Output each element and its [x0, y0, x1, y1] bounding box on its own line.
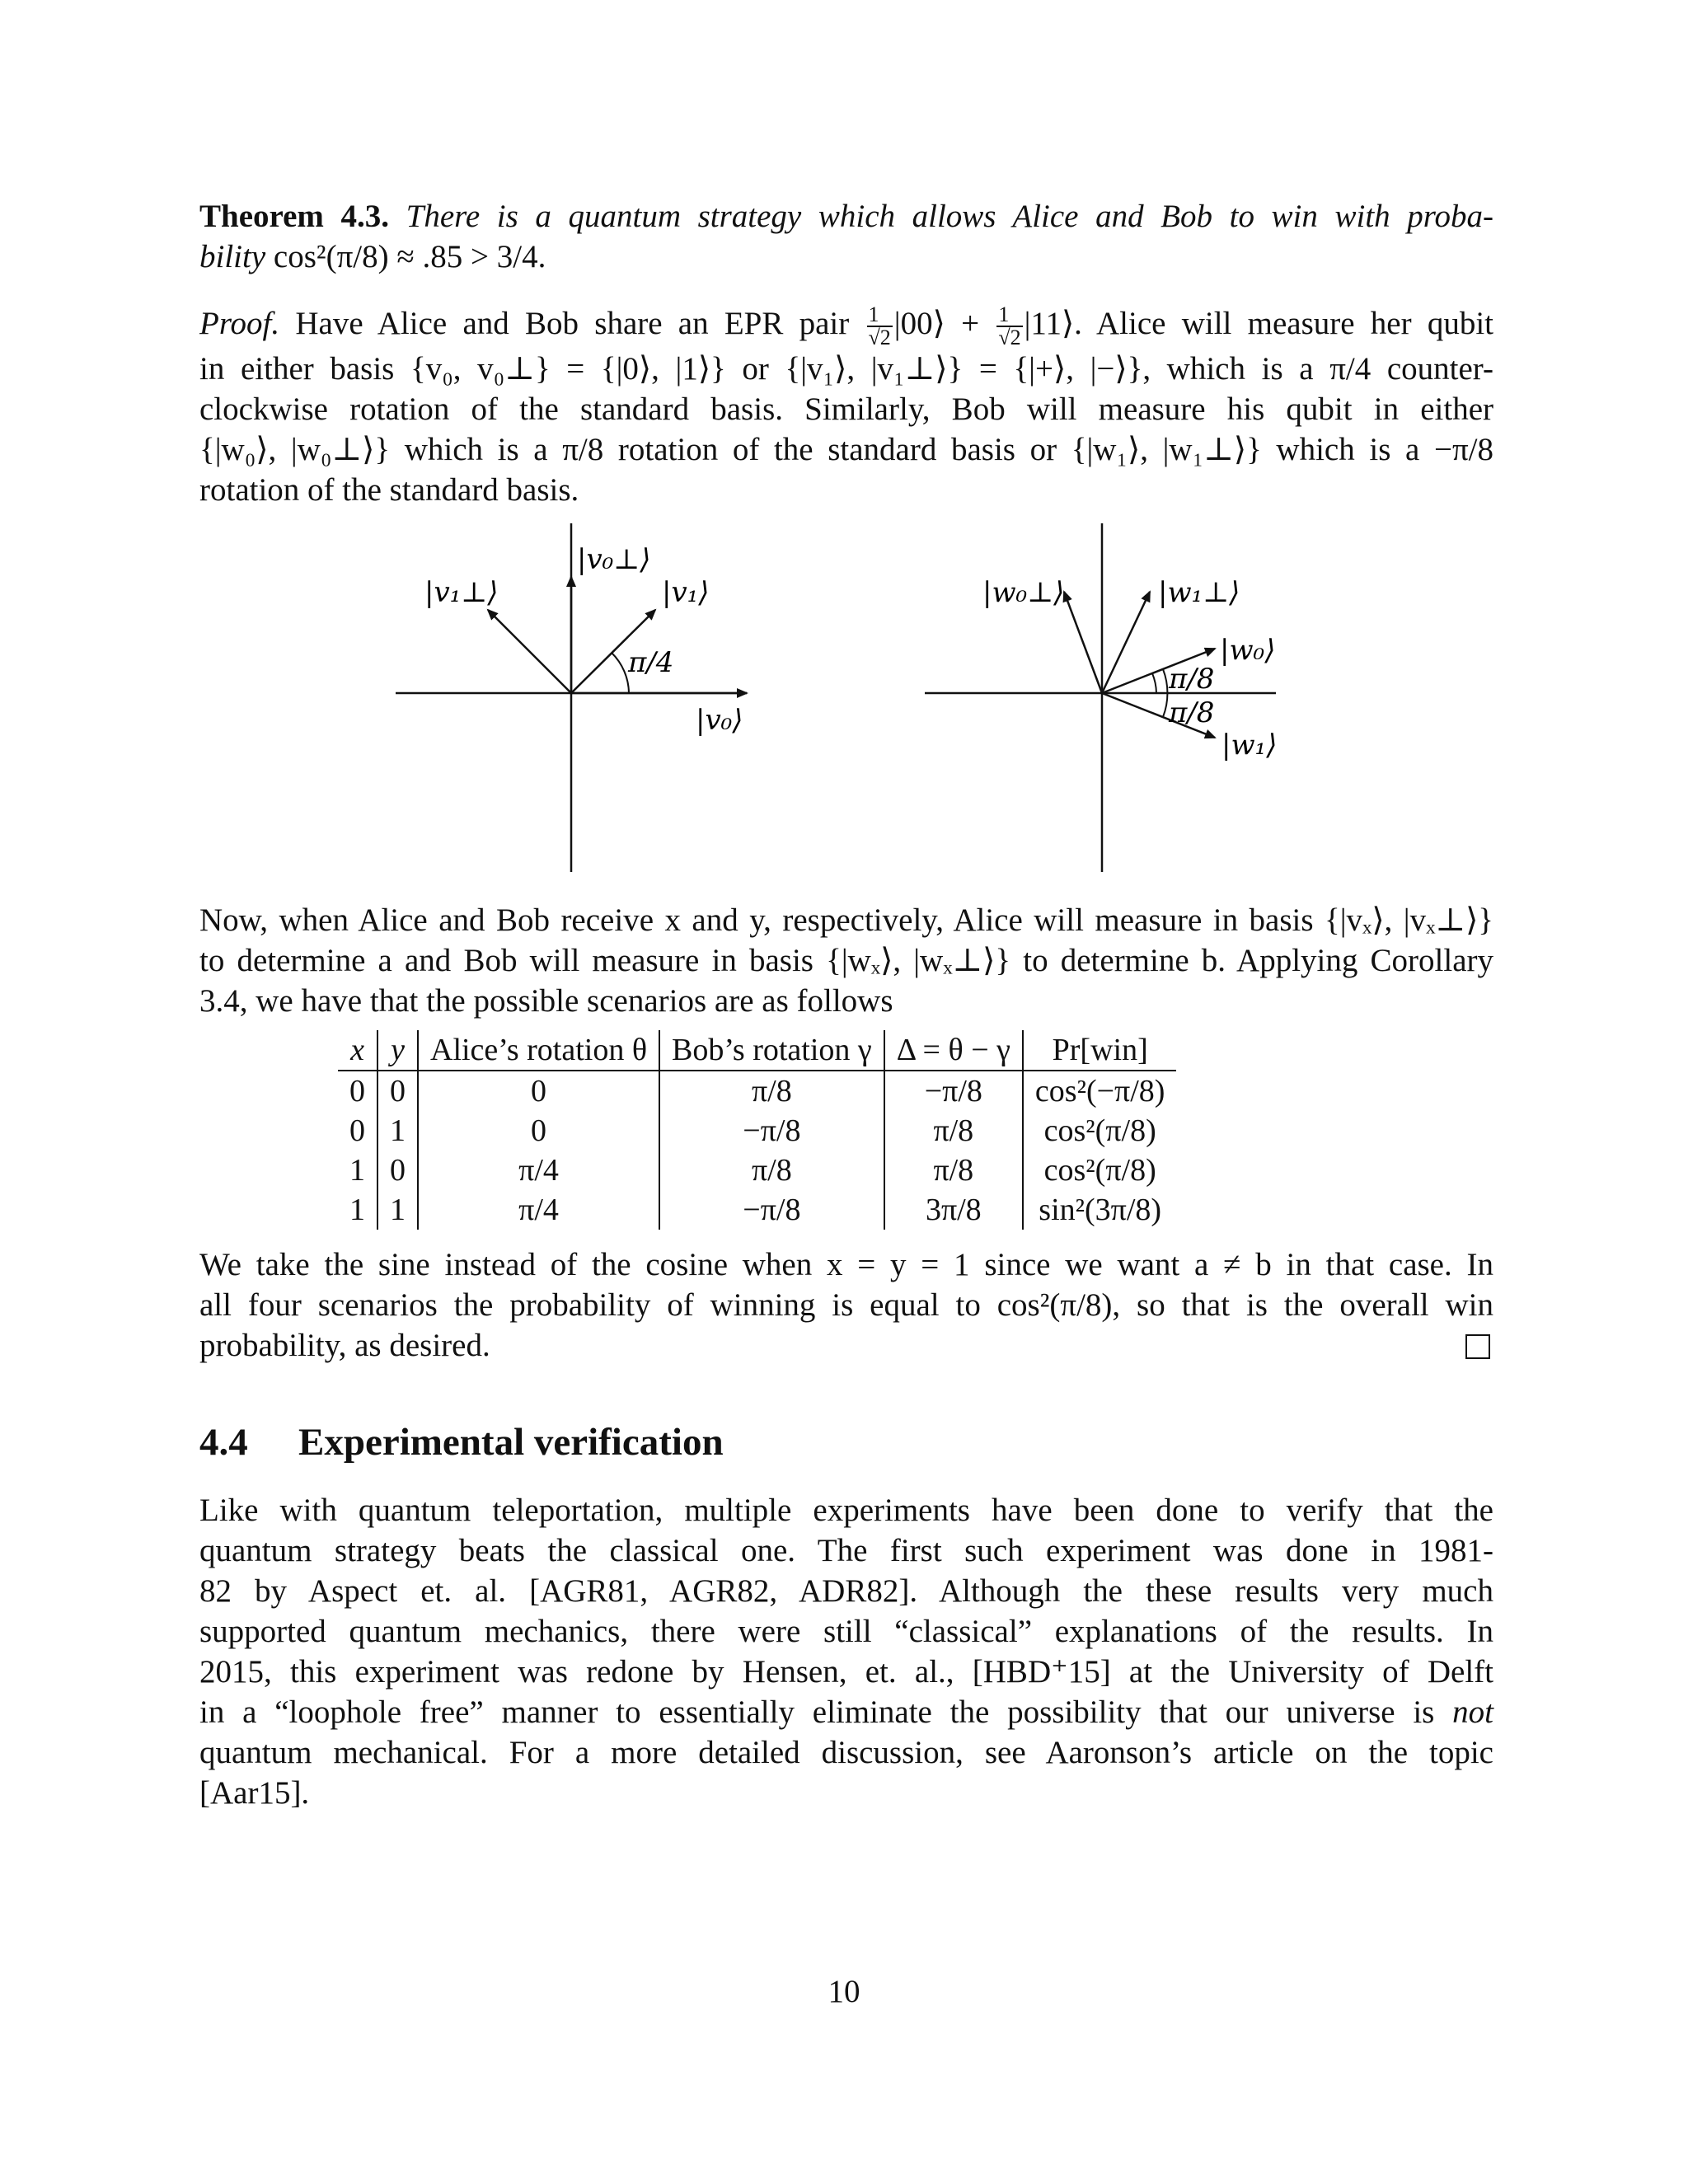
table-cell: 3π/8: [884, 1190, 1023, 1230]
table-cell: 1: [377, 1111, 418, 1151]
table-cell: 0: [418, 1071, 659, 1111]
label-v1: |v₁⟩: [662, 576, 710, 609]
fraction: $\frac{1}{√2}$: [868, 302, 891, 350]
proof-line1-text: Have Alice and Bob share an EPR pair: [295, 306, 850, 341]
label-v0-perp: |v₀⊥⟩: [577, 543, 651, 576]
after-table-line3-text: probability, as desired.: [199, 1328, 490, 1363]
table-cell: π/4: [418, 1190, 659, 1230]
theorem-math: cos²(π/8) ≈ .85 > 3/4.: [273, 239, 546, 274]
header-y: y: [377, 1030, 418, 1071]
proof-line1-end: |11⟩. Alice will measure her qubit: [1024, 306, 1494, 341]
alice-basis-diagram: [396, 523, 747, 872]
table-cell: π/4: [418, 1151, 659, 1190]
proof-line5: rotation of the standard basis.: [199, 472, 579, 509]
table-cell: 0: [377, 1071, 418, 1111]
table-cell: π/8: [659, 1151, 884, 1190]
table-row: [338, 1111, 1176, 1151]
table-cell: 1: [338, 1190, 377, 1230]
label-w0-perp: |w₀⊥⟩: [982, 576, 1065, 609]
table-cell: 0: [338, 1071, 377, 1111]
label-v1-perp: |v₁⊥⟩: [424, 576, 499, 609]
section-heading: [199, 1418, 724, 1467]
table-row: [338, 1190, 1176, 1230]
proof-line2: in either basis {v₀, v₀⊥} = {|0⟩, |1⟩} or {|v₁⟩, |v₁⊥⟩} = {|+⟩, |−⟩}, which is a π/4 counter-: [199, 351, 1493, 387]
header-alice-rotation: Alice’s rotation θ: [418, 1030, 659, 1071]
scenario-conclusion: [199, 1244, 1493, 1366]
table-cell: cos²(π/8): [1043, 1153, 1156, 1188]
section-number: 4.4: [199, 1421, 248, 1464]
theorem-text-line1: There is a quantum strategy which allows Alice and Bob to win with proba-: [406, 199, 1494, 234]
table-cell: π/8: [884, 1151, 1023, 1190]
body-line8: [Aar15].: [199, 1775, 310, 1811]
table-cell: 0: [338, 1111, 377, 1151]
header-pr-win: Pr[win]: [1023, 1030, 1177, 1071]
bob-basis-diagram: [925, 523, 1277, 872]
body-line6: [199, 1692, 1493, 1732]
body-line7: quantum mechanical. For a more detailed discussion, see Aaronson’s article on the topic: [199, 1735, 1493, 1770]
label-v0: |v₀⟩: [696, 704, 743, 737]
label-w1: |w₁⟩: [1221, 729, 1278, 762]
label-w1-perp: |w₁⊥⟩: [1158, 576, 1240, 609]
body-line5: 2015, this experiment was redone by Hensen, et. al., [HBD⁺15] at the University of Delft: [199, 1654, 1493, 1690]
label-angle-pi4: π/4: [628, 646, 674, 679]
body-line3: 82 by Aspect et. al. [AGR81, AGR82, ADR82]. Although the these results very much: [199, 1573, 1493, 1609]
table-row: [338, 1071, 1176, 1111]
label-w0: |w₀⟩: [1220, 634, 1276, 667]
proof-label: Proof.: [199, 306, 280, 341]
body-line2: quantum strategy beats the classical one. The first such experiment was done in 1981-: [199, 1533, 1493, 1568]
scenario-table: [338, 1030, 1176, 1230]
label-angle-bottom: π/8: [1169, 696, 1215, 729]
fraction: $\frac{1}{√2}$: [998, 302, 1021, 350]
table-cell: −π/8: [659, 1190, 884, 1230]
table-cell: 1: [377, 1190, 418, 1230]
emphasis-not: not: [1452, 1694, 1494, 1730]
after-figure-line3: 3.4, we have that the possible scenarios are as follows: [199, 983, 893, 1019]
proof-line4: {|w₀⟩, |w₀⊥⟩} which is a π/8 rotation of the standard basis or {|w₁⟩, |w₁⊥⟩} which is a −π/8: [199, 432, 1493, 468]
table-cell: −π/8: [884, 1071, 1023, 1111]
header-x: x: [338, 1030, 377, 1071]
experimental-verification-paragraph: [199, 1490, 1493, 1813]
table-cell: −π/8: [659, 1111, 884, 1151]
table-cell: π/8: [884, 1111, 1023, 1151]
table-row: [338, 1151, 1176, 1190]
section-title: Experimental verification: [298, 1421, 724, 1464]
after-table-line2: all four scenarios the probability of winning is equal to cos²(π/8), so that is the overall win: [199, 1287, 1493, 1323]
after-figure-line2: to determine a and Bob will measure in basis {|wₓ⟩, |wₓ⊥⟩} to determine b. Applying Corollary: [199, 943, 1493, 978]
w0-perp-arrow: [1064, 592, 1102, 693]
table-cell: 0: [418, 1111, 659, 1151]
angle-arc: [612, 653, 629, 693]
qed-symbol: [1465, 1334, 1490, 1359]
after-figure-line1: Now, when Alice and Bob receive x and y, respectively, Alice will measure in basis {|vₓ⟩, |vₓ⊥⟩}: [199, 902, 1493, 938]
header-bob-rotation: Bob’s rotation γ: [659, 1030, 884, 1071]
header-delta: Δ = θ − γ: [884, 1030, 1023, 1071]
proof-line3: clockwise rotation of the standard basis. Similarly, Bob will measure his qubit in either: [199, 391, 1493, 428]
theorem-text-line2: bility: [199, 239, 266, 274]
body-line1: Like with quantum teleportation, multiple experiments have been done to verify that the: [199, 1493, 1493, 1528]
body-line4: supported quantum mechanics, there were still “classical” explanations of the results. In: [199, 1614, 1493, 1649]
ket-00: |00⟩ +: [893, 306, 980, 341]
table-cell: cos²(π/8): [1043, 1113, 1156, 1148]
page-number: 10: [828, 1974, 860, 2009]
v1-perp-arrow: [488, 610, 571, 693]
table-header-row: [338, 1030, 1176, 1071]
table-cell: 0: [377, 1151, 418, 1190]
table-cell: sin²(3π/8): [1039, 1193, 1162, 1227]
table-cell: 1: [338, 1151, 377, 1190]
angle-arc-inner: [1152, 673, 1156, 693]
body-line6-text: in a “loophole free” manner to essentially eliminate the possibility that our universe is: [199, 1694, 1435, 1730]
table-cell: cos²(−π/8): [1034, 1074, 1165, 1108]
theorem-label: Theorem 4.3.: [199, 199, 390, 234]
label-angle-top: π/8: [1169, 663, 1215, 696]
after-table-line1: We take the sine instead of the cosine when x = y = 1 since we want a ≠ b in that case. In: [199, 1247, 1493, 1282]
scenario-intro: [199, 900, 1493, 1021]
table-cell: π/8: [659, 1071, 884, 1111]
after-table-line3: [199, 1325, 1493, 1366]
